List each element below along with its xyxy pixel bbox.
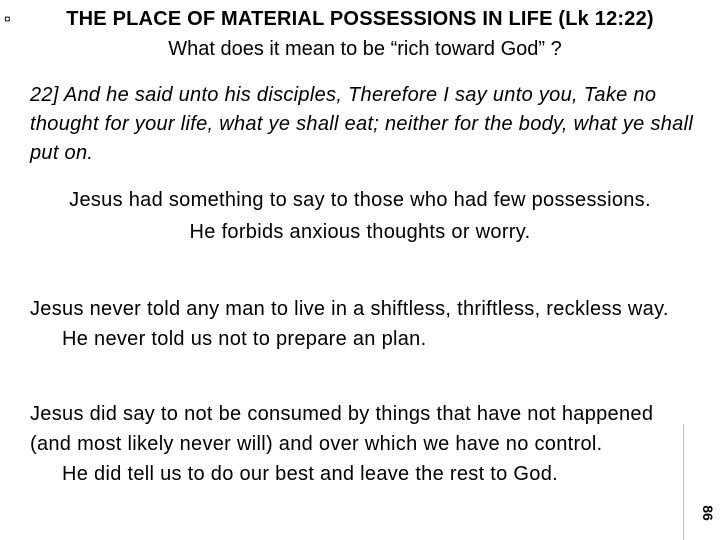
slide-subtitle: What does it mean to be “rich toward God” ? xyxy=(168,38,562,60)
title-bullet-glyph: ¤ xyxy=(4,12,11,26)
paragraph-text: Jesus did say to not be consumed by things that have not happened (and most likely never will) and over which we have no control. xyxy=(30,403,654,455)
slide-number: 86 xyxy=(700,505,716,521)
paragraph-indented-line: He never told us not to prepare an plan. xyxy=(62,328,427,350)
paragraph-line: Jesus had something to say to those who had few possessions. xyxy=(69,189,651,211)
paragraph-few-possessions xyxy=(60,184,660,248)
paragraph-text: Jesus never told any man to live in a shiftless, thriftless, reckless way. xyxy=(30,298,669,320)
slide-title: THE PLACE OF MATERIAL POSSESSIONS IN LIFE (Lk 12:22) xyxy=(66,8,654,30)
scripture-verse: 22] And he said unto his disciples, Therefore I say unto you, Take no thought for your life, what ye shall eat; neither for the body, what ye shall put on. xyxy=(30,84,694,164)
paragraph-never-told xyxy=(30,294,700,354)
footer-divider xyxy=(683,424,684,540)
paragraph-indented-line: He did tell us to do our best and leave the rest to God. xyxy=(62,463,558,485)
paragraph-line: He forbids anxious thoughts or worry. xyxy=(189,221,531,243)
paragraph-did-say xyxy=(30,399,700,489)
